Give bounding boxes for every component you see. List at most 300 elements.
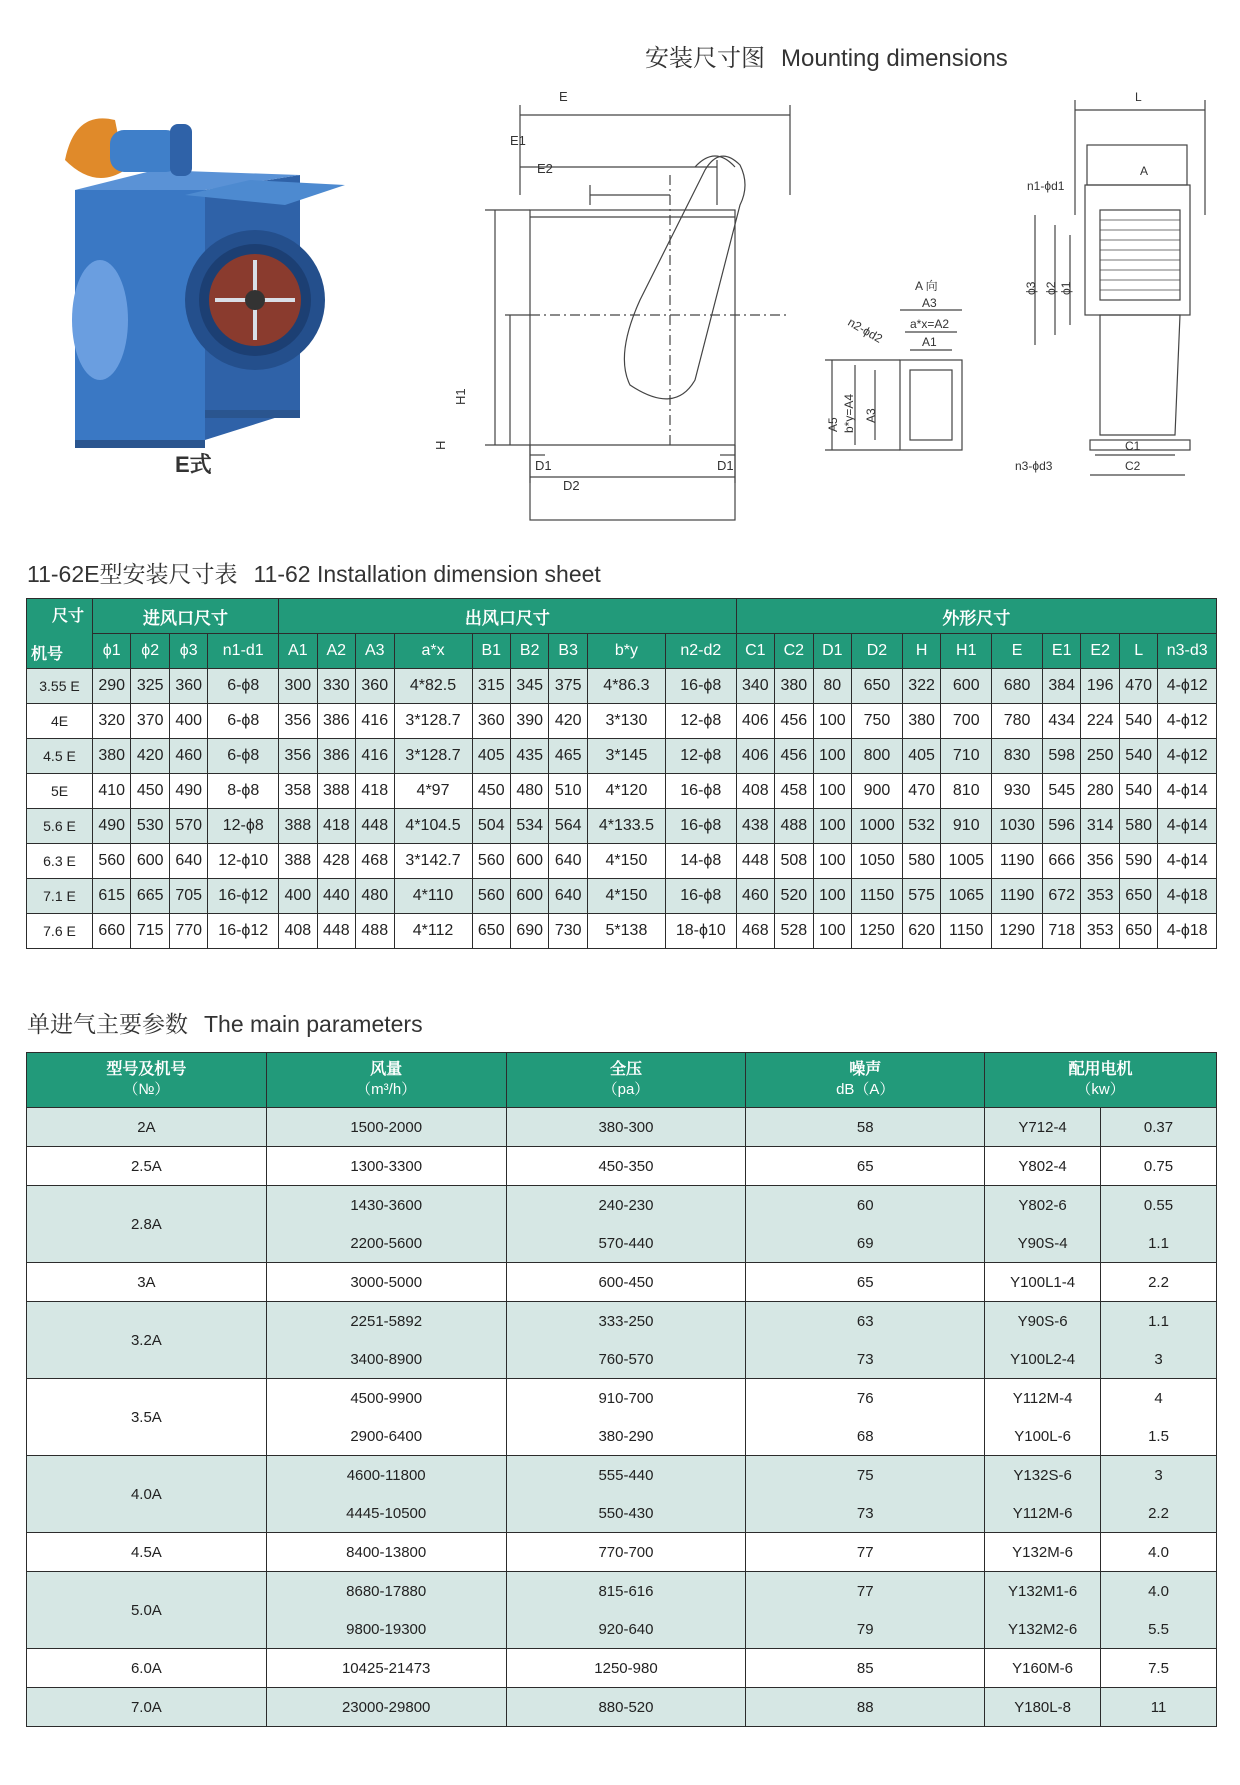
table-cell: 3*142.7	[394, 844, 472, 879]
table-cell: 650	[852, 669, 903, 704]
table-cell: 300	[279, 669, 317, 704]
table-cell: 3	[1101, 1340, 1217, 1379]
table-cell: 435	[510, 739, 548, 774]
side-label-p3: ϕ3	[1024, 281, 1038, 295]
side-label-C2: C2	[1125, 459, 1141, 473]
table-cell: Y100L1-4	[985, 1263, 1101, 1302]
model-cell: 3A	[27, 1263, 267, 1302]
table-cell: 528	[775, 914, 813, 949]
table-cell: 65	[746, 1147, 985, 1186]
view-label-n2d2: n2-ϕd2	[845, 314, 885, 346]
table-cell: 356	[279, 739, 317, 774]
table-cell: 4*97	[394, 774, 472, 809]
front-dimension-drawing	[433, 85, 815, 495]
column-header: A2	[317, 634, 355, 669]
side-label-n1d1: n1-ϕd1	[1027, 179, 1065, 193]
table-cell: 330	[317, 669, 355, 704]
table-cell: 4*110	[394, 879, 472, 914]
table-cell: 468	[736, 914, 774, 949]
table-cell: 880-520	[506, 1688, 746, 1727]
column-header: ϕ1	[93, 634, 131, 669]
table-cell: 930	[992, 774, 1043, 809]
table-cell: 100	[813, 774, 851, 809]
table-cell: 3*128.7	[394, 704, 472, 739]
table-cell: 530	[131, 809, 169, 844]
table-cell: 4-ϕ18	[1158, 914, 1217, 949]
table-cell: 4*150	[587, 844, 665, 879]
table-cell: 406	[736, 704, 774, 739]
machine-number-cell: 3.55 E	[27, 669, 93, 704]
table-cell: 353	[1081, 879, 1119, 914]
table-cell: 0.37	[1101, 1108, 1217, 1147]
table-cell: 3	[1101, 1456, 1217, 1495]
dim-sheet-title-en: 11-62 Installation dimension sheet	[253, 561, 601, 587]
table-cell: 75	[746, 1456, 985, 1495]
table-cell: 314	[1081, 809, 1119, 844]
dim-label-E2: E2	[537, 161, 553, 176]
table-cell: 388	[279, 809, 317, 844]
table-cell: 470	[1119, 669, 1157, 704]
table-cell: 240-230	[506, 1186, 746, 1225]
table-cell: 1430-3600	[266, 1186, 506, 1225]
mounting-title-cn: 安装尺寸图	[645, 45, 765, 72]
table-cell: 490	[169, 774, 207, 809]
corner-size-label: 尺寸	[51, 608, 84, 625]
table-cell: 440	[317, 879, 355, 914]
table-row	[27, 1649, 1217, 1688]
table-cell: 468	[356, 844, 394, 879]
table-cell: 4*150	[587, 879, 665, 914]
table-row	[27, 669, 1217, 704]
table-cell: 408	[736, 774, 774, 809]
table-cell: 3*145	[587, 739, 665, 774]
model-cell: 5.0A	[27, 1572, 267, 1649]
table-cell: 3000-5000	[266, 1263, 506, 1302]
dim-sheet-title-cn: 11-62E型安装尺寸表	[27, 561, 238, 587]
table-cell: 4-ϕ14	[1158, 774, 1217, 809]
table-cell: 4-ϕ18	[1158, 879, 1217, 914]
table-cell: 680	[992, 669, 1043, 704]
model-cell: 4.5A	[27, 1533, 267, 1572]
model-cell: 7.0A	[27, 1688, 267, 1727]
side-view-drawing	[1005, 85, 1220, 495]
table-cell: 550-430	[506, 1494, 746, 1533]
table-cell: 2.2	[1101, 1263, 1217, 1302]
table-row	[27, 1186, 1217, 1225]
table-cell: 4*82.5	[394, 669, 472, 704]
machine-number-cell: 6.3 E	[27, 844, 93, 879]
table-cell: 416	[356, 704, 394, 739]
table-cell: 224	[1081, 704, 1119, 739]
table-cell: 4*86.3	[587, 669, 665, 704]
table-cell: 560	[472, 844, 510, 879]
table-cell: 672	[1042, 879, 1080, 914]
table-row	[27, 1456, 1217, 1495]
table-cell: Y132M2-6	[985, 1610, 1101, 1649]
table-cell: 510	[549, 774, 587, 809]
table-cell: 353	[1081, 914, 1119, 949]
table-cell: 80	[813, 669, 851, 704]
side-label-p2: ϕ2	[1044, 281, 1058, 295]
table-cell: 380	[902, 704, 940, 739]
column-header: E1	[1042, 634, 1080, 669]
table-cell: 69	[746, 1224, 985, 1263]
table-cell: 1190	[992, 844, 1043, 879]
table-cell: 458	[775, 774, 813, 809]
dim-label-E1: E1	[510, 133, 526, 148]
table-row	[27, 1263, 1217, 1302]
table-cell: 9800-19300	[266, 1610, 506, 1649]
view-label-byA4: b*y=A4	[842, 393, 856, 433]
params-title-en: The main parameters	[204, 1011, 423, 1037]
table-cell: 7.5	[1101, 1649, 1217, 1688]
table-cell: 650	[1119, 914, 1157, 949]
table-cell: 666	[1042, 844, 1080, 879]
table-cell: 700	[941, 704, 992, 739]
side-label-L: L	[1135, 90, 1142, 104]
table-cell: 79	[746, 1610, 985, 1649]
table-cell: 100	[813, 809, 851, 844]
table-cell: 504	[472, 809, 510, 844]
column-header: D2	[852, 634, 903, 669]
column-header: D1	[813, 634, 851, 669]
param-group	[27, 1572, 1217, 1649]
table-cell: 650	[472, 914, 510, 949]
machine-number-cell: 4.5 E	[27, 739, 93, 774]
dim-label-D1b: D1	[717, 458, 734, 473]
param-group	[27, 1263, 1217, 1302]
table-cell: 910	[941, 809, 992, 844]
table-cell: 900	[852, 774, 903, 809]
table-cell: 12-ϕ8	[665, 704, 736, 739]
table-cell: 620	[902, 914, 940, 949]
table-cell: 65	[746, 1263, 985, 1302]
table-cell: 456	[775, 739, 813, 774]
table-cell: 540	[1119, 704, 1157, 739]
table-cell: 85	[746, 1649, 985, 1688]
table-cell: 315	[472, 669, 510, 704]
table-cell: 416	[356, 739, 394, 774]
table-cell: 488	[775, 809, 813, 844]
table-cell: 4600-11800	[266, 1456, 506, 1495]
table-cell: 420	[549, 704, 587, 739]
table-cell: Y132M-6	[985, 1533, 1101, 1572]
table-cell: 3*130	[587, 704, 665, 739]
table-cell: 16-ϕ12	[208, 914, 279, 949]
table-cell: Y90S-6	[985, 1302, 1101, 1341]
column-header: B3	[549, 634, 587, 669]
table-cell: 390	[510, 704, 548, 739]
table-cell: 16-ϕ8	[665, 669, 736, 704]
model-cell: 6.0A	[27, 1649, 267, 1688]
table-cell: 100	[813, 844, 851, 879]
param-group	[27, 1649, 1217, 1688]
table-cell: 320	[93, 704, 131, 739]
table-cell: Y132M1-6	[985, 1572, 1101, 1611]
table-cell: 750	[852, 704, 903, 739]
table-cell: 480	[356, 879, 394, 914]
machine-number-cell: 7.1 E	[27, 879, 93, 914]
table-cell: 1030	[992, 809, 1043, 844]
table-cell: 2900-6400	[266, 1417, 506, 1456]
table-row	[27, 704, 1217, 739]
table-cell: Y112M-6	[985, 1494, 1101, 1533]
table-cell: 408	[279, 914, 317, 949]
table-cell: 0.55	[1101, 1186, 1217, 1225]
table-cell: 73	[746, 1494, 985, 1533]
table-cell: 418	[317, 809, 355, 844]
table-row	[27, 1108, 1217, 1147]
column-header: L	[1119, 634, 1157, 669]
table-cell: 23000-29800	[266, 1688, 506, 1727]
table-cell: 345	[510, 669, 548, 704]
table-cell: 4*133.5	[587, 809, 665, 844]
table-cell: 280	[1081, 774, 1119, 809]
table-cell: 356	[1081, 844, 1119, 879]
table-cell: 77	[746, 1533, 985, 1572]
table-cell: 2.2	[1101, 1494, 1217, 1533]
table-cell: 0.75	[1101, 1147, 1217, 1186]
table-cell: 16-ϕ8	[665, 879, 736, 914]
table-cell: 448	[356, 809, 394, 844]
table-cell: 650	[1119, 879, 1157, 914]
table-cell: Y132S-6	[985, 1456, 1101, 1495]
table-cell: 615	[93, 879, 131, 914]
table-cell: 770	[169, 914, 207, 949]
table-cell: 8-ϕ8	[208, 774, 279, 809]
dim-label-H: H	[433, 440, 448, 450]
column-header: B2	[510, 634, 548, 669]
table-cell: 2251-5892	[266, 1302, 506, 1341]
column-header: C1	[736, 634, 774, 669]
param-group	[27, 1379, 1217, 1456]
parameters-table	[26, 1052, 1217, 1727]
column-header: b*y	[587, 634, 665, 669]
table-cell: 63	[746, 1302, 985, 1341]
param-group	[27, 1108, 1217, 1147]
column-header: E	[992, 634, 1043, 669]
dim-label-D1: D1	[535, 458, 552, 473]
side-label-C1: C1	[1125, 439, 1141, 453]
table-cell: 1050	[852, 844, 903, 879]
table-cell: 420	[131, 739, 169, 774]
model-cell: 2A	[27, 1108, 267, 1147]
model-cell: 2.5A	[27, 1147, 267, 1186]
table-cell: Y802-4	[985, 1147, 1101, 1186]
corner-machine-label: 机号	[31, 646, 64, 663]
table-row	[27, 1533, 1217, 1572]
view-label-A-dir: A 向	[915, 279, 938, 293]
table-cell: 1150	[852, 879, 903, 914]
table-cell: Y90S-4	[985, 1224, 1101, 1263]
table-cell: 333-250	[506, 1302, 746, 1341]
table-cell: 4-ϕ14	[1158, 809, 1217, 844]
column-header: a*x	[394, 634, 472, 669]
table-cell: 640	[549, 844, 587, 879]
table-cell: 4.0	[1101, 1572, 1217, 1611]
table-cell: 406	[736, 739, 774, 774]
table-row	[27, 879, 1217, 914]
table-cell: 470	[902, 774, 940, 809]
mounting-title	[645, 38, 1008, 73]
table-cell: 360	[169, 669, 207, 704]
table-cell: 770-700	[506, 1533, 746, 1572]
table-cell: 830	[992, 739, 1043, 774]
table-cell: 196	[1081, 669, 1119, 704]
table-cell: 322	[902, 669, 940, 704]
table-cell: 508	[775, 844, 813, 879]
table-row	[27, 844, 1217, 879]
table-cell: 16-ϕ8	[665, 809, 736, 844]
table-cell: 545	[1042, 774, 1080, 809]
table-cell: 380-300	[506, 1108, 746, 1147]
table-cell: 58	[746, 1108, 985, 1147]
table-cell: 16-ϕ8	[665, 774, 736, 809]
table-cell: 580	[902, 844, 940, 879]
table-cell: 380	[93, 739, 131, 774]
table-cell: 340	[736, 669, 774, 704]
table-cell: 710	[941, 739, 992, 774]
machine-number-cell: 5E	[27, 774, 93, 809]
table-cell: 665	[131, 879, 169, 914]
table-row	[27, 1688, 1217, 1727]
table-cell: 640	[549, 879, 587, 914]
mounting-title-en: Mounting dimensions	[781, 45, 1008, 72]
param-header-pressure: 全压 （pa）	[506, 1053, 746, 1108]
table-cell: 14-ϕ8	[665, 844, 736, 879]
table-cell: 520	[775, 879, 813, 914]
table-cell: 18-ϕ10	[665, 914, 736, 949]
dim-label-H1: H1	[453, 388, 468, 405]
table-cell: 12-ϕ8	[665, 739, 736, 774]
table-cell: 1.1	[1101, 1224, 1217, 1263]
table-cell: 600-450	[506, 1263, 746, 1302]
side-label-p1: ϕ1	[1059, 281, 1073, 295]
table-cell: 11	[1101, 1688, 1217, 1727]
table-cell: 10425-21473	[266, 1649, 506, 1688]
model-cell: 3.2A	[27, 1302, 267, 1379]
table-cell: 4-ϕ12	[1158, 704, 1217, 739]
table-cell: 815-616	[506, 1572, 746, 1611]
table-cell: 418	[356, 774, 394, 809]
view-label-axA2: a*x=A2	[910, 317, 950, 331]
group-outlet: 出风口尺寸	[279, 599, 737, 634]
table-cell: 450	[131, 774, 169, 809]
table-cell: 460	[169, 739, 207, 774]
table-cell: 60	[746, 1186, 985, 1225]
side-label-A: A	[1140, 164, 1149, 178]
table-cell: 532	[902, 809, 940, 844]
table-cell: 358	[279, 774, 317, 809]
table-row	[27, 1147, 1217, 1186]
model-cell: 2.8A	[27, 1186, 267, 1263]
table-cell: 450	[472, 774, 510, 809]
table-cell: 730	[549, 914, 587, 949]
table-row	[27, 1379, 1217, 1418]
table-cell: 465	[549, 739, 587, 774]
table-cell: 290	[93, 669, 131, 704]
table-cell: 4-ϕ12	[1158, 739, 1217, 774]
table-cell: 12-ϕ10	[208, 844, 279, 879]
table-cell: 100	[813, 914, 851, 949]
corner-cell	[27, 599, 93, 669]
dim-sheet-title	[27, 556, 601, 589]
machine-number-cell: 4E	[27, 704, 93, 739]
table-cell: 596	[1042, 809, 1080, 844]
machine-number-cell: 7.6 E	[27, 914, 93, 949]
table-cell: 68	[746, 1417, 985, 1456]
table-cell: 598	[1042, 739, 1080, 774]
table-cell: 4500-9900	[266, 1379, 506, 1418]
table-cell: 100	[813, 739, 851, 774]
table-cell: 6-ϕ8	[208, 669, 279, 704]
outlet-view-drawing	[820, 270, 975, 460]
table-cell: 6-ϕ8	[208, 739, 279, 774]
table-cell: 1190	[992, 879, 1043, 914]
table-cell: 1.1	[1101, 1302, 1217, 1341]
table-cell: 600	[941, 669, 992, 704]
table-cell: 480	[510, 774, 548, 809]
dim-label-D2: D2	[563, 478, 580, 493]
table-cell: 575	[902, 879, 940, 914]
table-cell: 380-290	[506, 1417, 746, 1456]
table-cell: 428	[317, 844, 355, 879]
table-row	[27, 809, 1217, 844]
dim-label-E: E	[559, 89, 568, 104]
table-cell: 490	[93, 809, 131, 844]
param-group	[27, 1147, 1217, 1186]
table-cell: 100	[813, 704, 851, 739]
table-cell: 5.5	[1101, 1610, 1217, 1649]
table-cell: 590	[1119, 844, 1157, 879]
table-cell: 360	[472, 704, 510, 739]
table-cell: 4.0	[1101, 1533, 1217, 1572]
table-cell: 410	[93, 774, 131, 809]
column-header: n1-d1	[208, 634, 279, 669]
table-cell: 4*104.5	[394, 809, 472, 844]
table-cell: 4-ϕ14	[1158, 844, 1217, 879]
table-cell: Y100L2-4	[985, 1340, 1101, 1379]
column-header: A1	[279, 634, 317, 669]
table-row	[27, 914, 1217, 949]
table-cell: 600	[510, 844, 548, 879]
table-cell: 438	[736, 809, 774, 844]
fan-photo	[55, 110, 355, 450]
table-cell: 434	[1042, 704, 1080, 739]
table-cell: 460	[736, 879, 774, 914]
table-cell: 405	[472, 739, 510, 774]
table-cell: 760-570	[506, 1340, 746, 1379]
table-cell: 555-440	[506, 1456, 746, 1495]
table-cell: 705	[169, 879, 207, 914]
table-cell: 370	[131, 704, 169, 739]
table-cell: 560	[93, 844, 131, 879]
table-cell: 560	[472, 879, 510, 914]
side-label-n3d3: n3-ϕd3	[1015, 459, 1053, 473]
table-cell: 16-ϕ12	[208, 879, 279, 914]
table-cell: 4-ϕ12	[1158, 669, 1217, 704]
param-header-model: 型号及机号 （№）	[27, 1053, 267, 1108]
table-cell: 910-700	[506, 1379, 746, 1418]
table-cell: 1290	[992, 914, 1043, 949]
table-cell: 715	[131, 914, 169, 949]
fan-caption: E式	[175, 452, 212, 477]
table-cell: 4*120	[587, 774, 665, 809]
param-group	[27, 1688, 1217, 1727]
table-cell: 1.5	[1101, 1417, 1217, 1456]
table-cell: 690	[510, 914, 548, 949]
table-cell: 5*138	[587, 914, 665, 949]
